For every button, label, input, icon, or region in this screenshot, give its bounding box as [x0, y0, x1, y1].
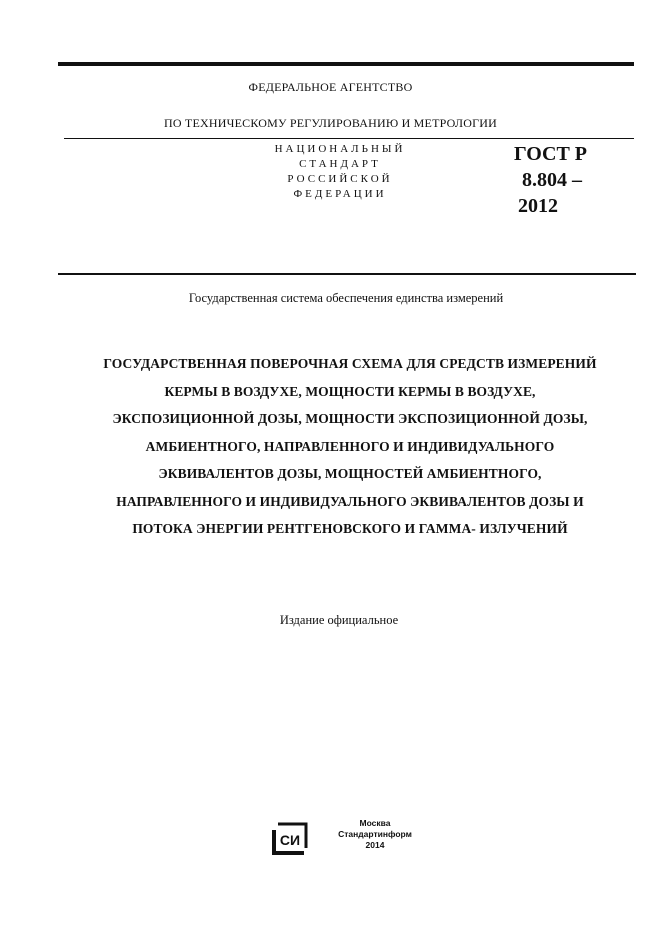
designation-line-3: 2012: [518, 195, 558, 217]
national-standard-block: [230, 142, 450, 202]
middle-rule: [58, 273, 636, 275]
document-title-line: КЕРМЫ В ВОЗДУХЕ, МОЩНОСТИ КЕРМЫ В ВОЗДУХЕ,: [164, 383, 536, 399]
document-title-line: АМБИЕНТНОГО, НАПРАВЛЕННОГО И ИНДИВИДУАЛЬНОГО: [145, 438, 555, 454]
agency-name-line-2: ПО ТЕХНИЧЕСКОМУ РЕГУЛИРОВАНИЮ И МЕТРОЛОГИИ: [164, 116, 497, 130]
thin-rule: [64, 138, 634, 139]
publisher-text: [320, 818, 430, 851]
publisher-name: Стандартинформ: [338, 829, 412, 839]
top-rule: [58, 62, 634, 66]
publisher-year: 2014: [365, 840, 385, 850]
national-standard-line: НАЦИОНАЛЬНЫЙ: [274, 143, 406, 155]
publisher-city: Москва: [359, 818, 391, 828]
document-title: [40, 350, 660, 543]
designation-line-2: 8.804 –: [522, 169, 582, 191]
edition-label: Издание официальное: [279, 613, 399, 627]
national-standard-line: ФЕДЕРАЦИИ: [293, 188, 387, 200]
standartinform-logo-icon: [270, 820, 310, 856]
document-title-line: НАПРАВЛЕННОГО И ИНДИВИДУАЛЬНОГО ЭКВИВАЛЕНТОВ ДОЗЫ И: [116, 493, 584, 509]
document-title-line: ЭКСПОЗИЦИОННОЙ ДОЗЫ, МОЩНОСТИ ЭКСПОЗИЦИОННОЙ ДОЗЫ,: [112, 411, 588, 426]
agency-name-line-1: ФЕДЕРАЛЬНОЕ АГЕНТСТВО: [248, 80, 413, 94]
national-standard-line: РОССИЙСКОЙ: [287, 173, 393, 185]
document-title-line: ПОТОКА ЭНЕРГИИ РЕНТГЕНОВСКОГО И ГАММА- ИЗЛУЧЕНИЙ: [132, 521, 568, 536]
publisher-block: [268, 818, 438, 858]
standard-designation: [506, 141, 616, 219]
document-title-line: ЭКВИВАЛЕНТОВ ДОЗЫ, МОЩНОСТЕЙ АМБИЕНТНОГО,: [158, 466, 542, 481]
system-title: Государственная система обеспечения единства измерений: [188, 291, 504, 305]
national-standard-line: СТАНДАРТ: [299, 158, 381, 170]
logo-lettering: СИ: [279, 832, 301, 848]
designation-line-1: ГОСТ Р: [514, 143, 588, 165]
document-title-line: ГОСУДАРСТВЕННАЯ ПОВЕРОЧНАЯ СХЕМА ДЛЯ СРЕДСТВ ИЗМЕРЕНИЙ: [103, 356, 597, 371]
